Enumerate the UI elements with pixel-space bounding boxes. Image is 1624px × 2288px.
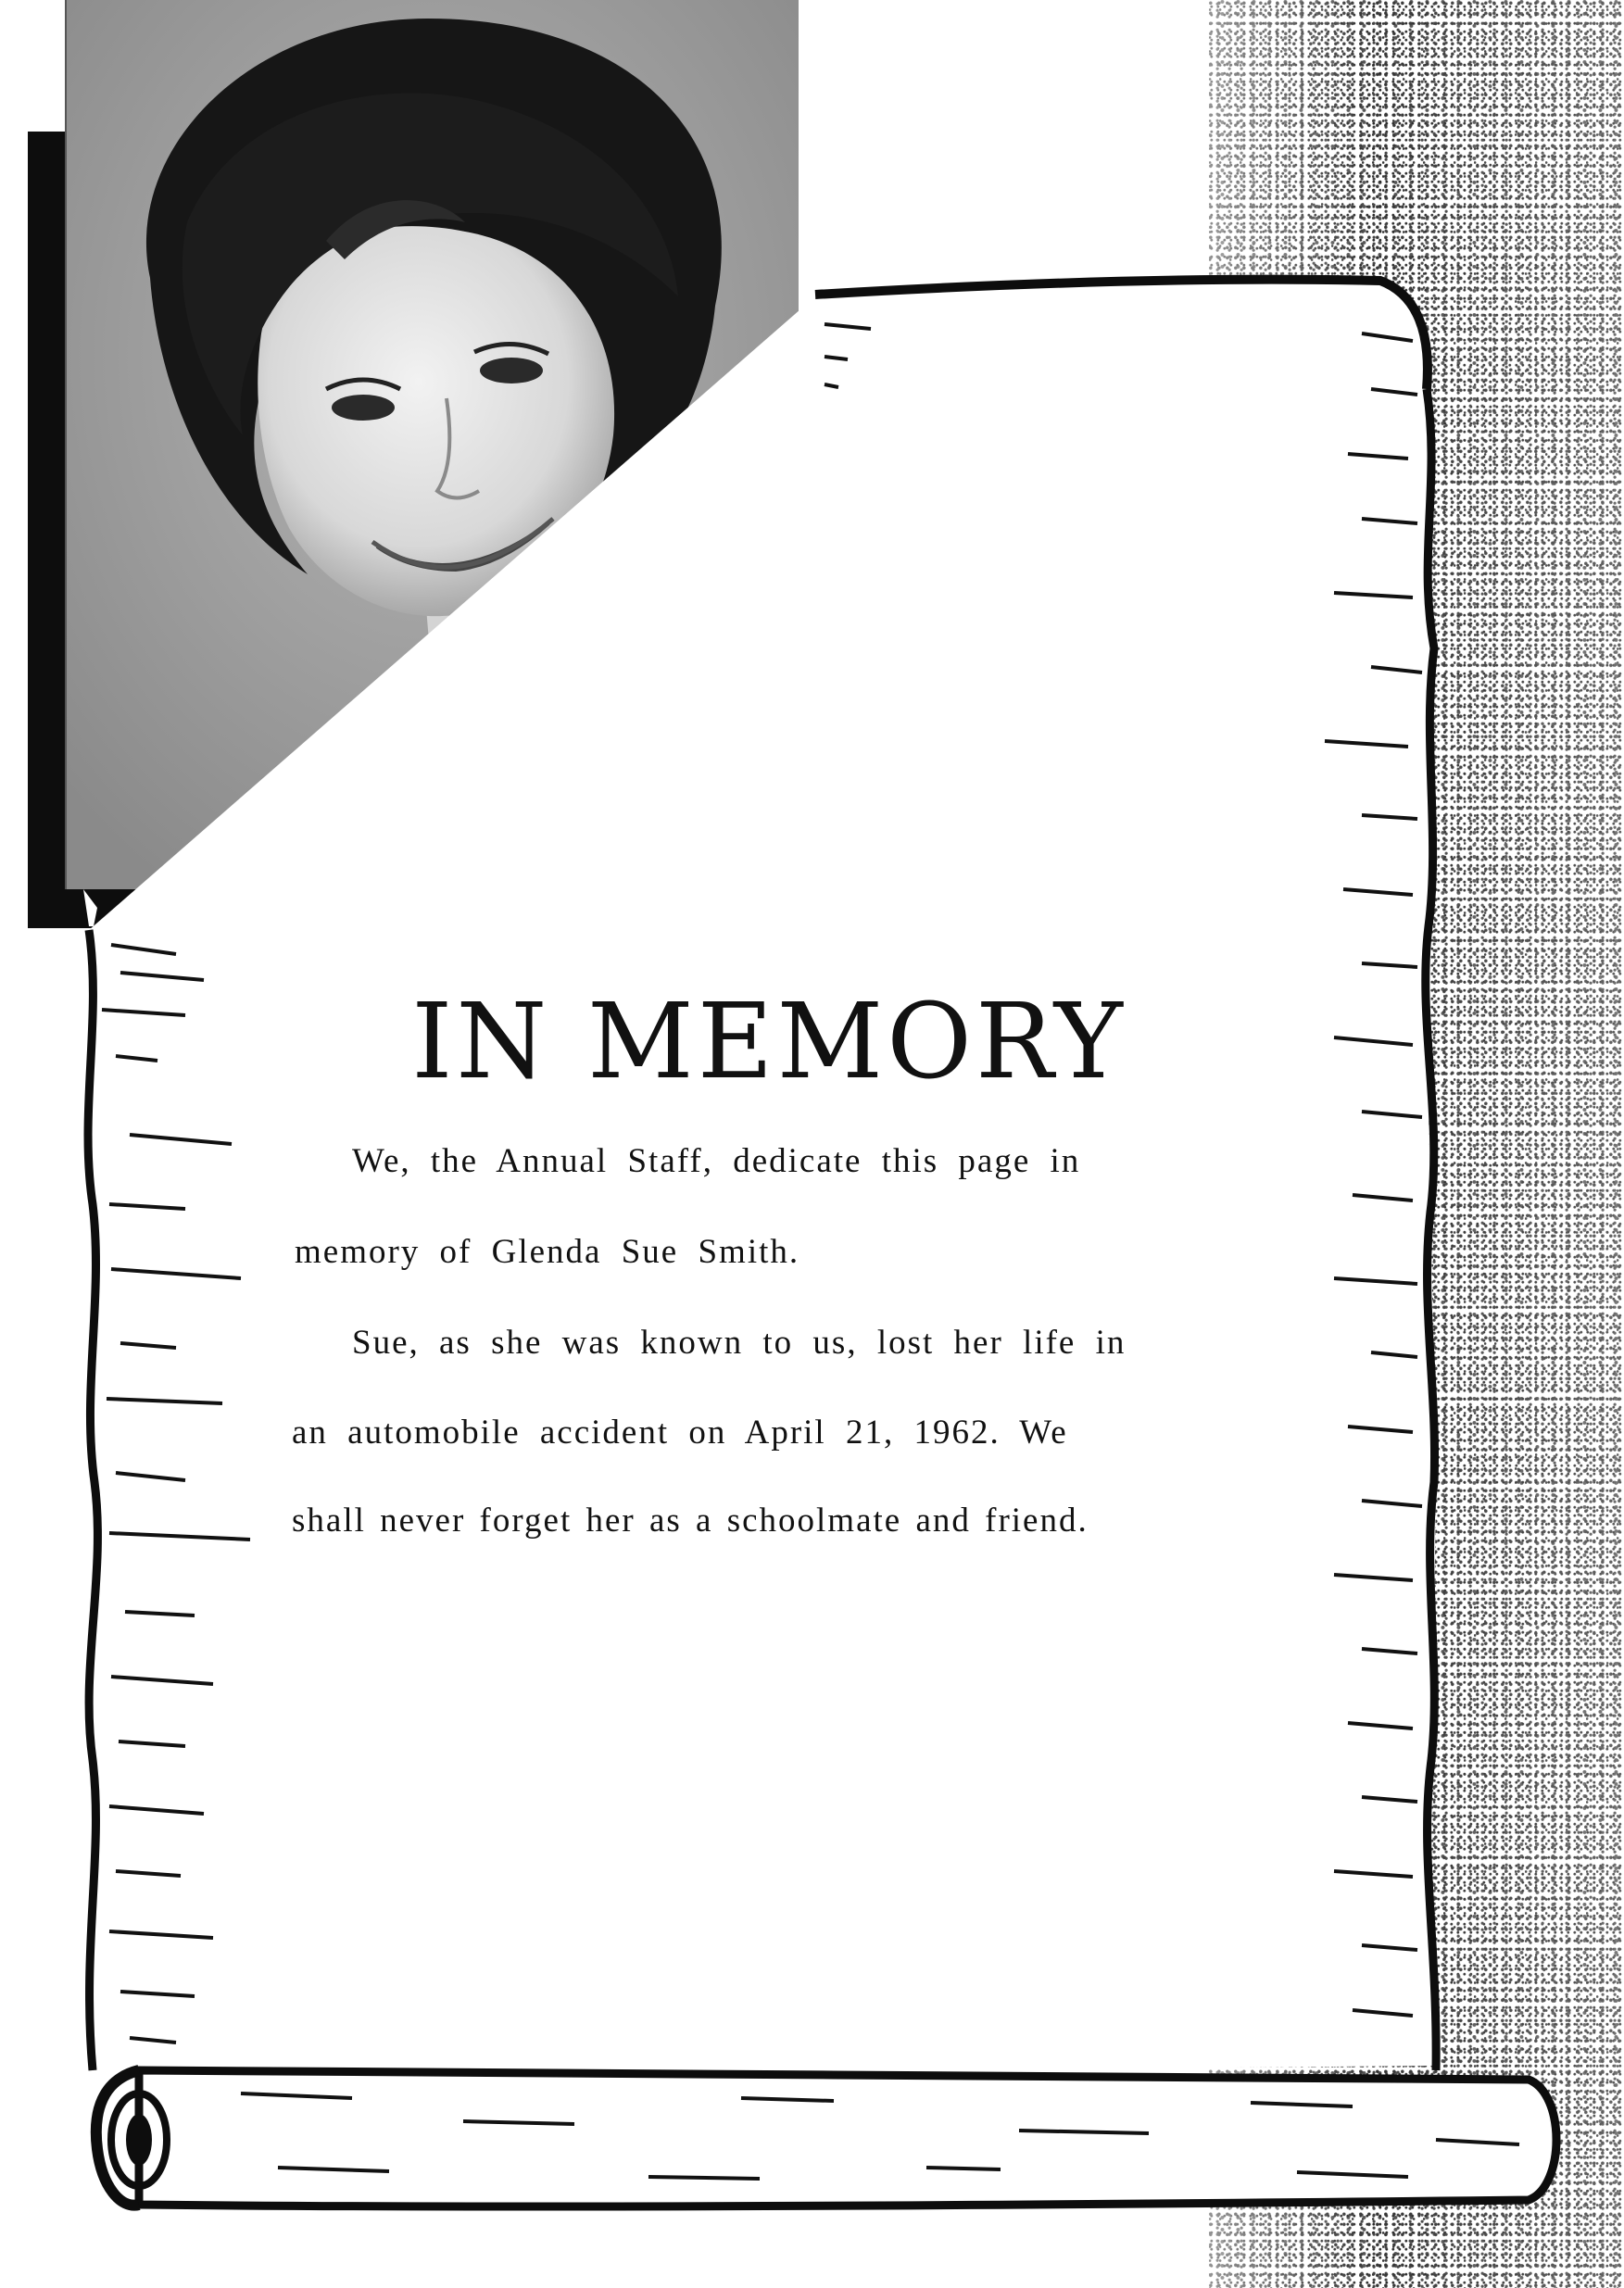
dedication-line-4: an automobile accident on April 21, 1962. We: [292, 1414, 1068, 1452]
dedication-line-1: We, the Annual Staff, dedicate this page in: [352, 1142, 1081, 1180]
dedication-line-3: Sue, as she was known to us, lost her life in: [352, 1324, 1127, 1362]
dedication-line-2: memory of Glenda Sue Smith.: [295, 1233, 800, 1271]
memorial-title: IN MEMORY: [411, 982, 1127, 1102]
dedication-line-5: shall never forget her as a schoolmate and friend.: [292, 1502, 1089, 1540]
